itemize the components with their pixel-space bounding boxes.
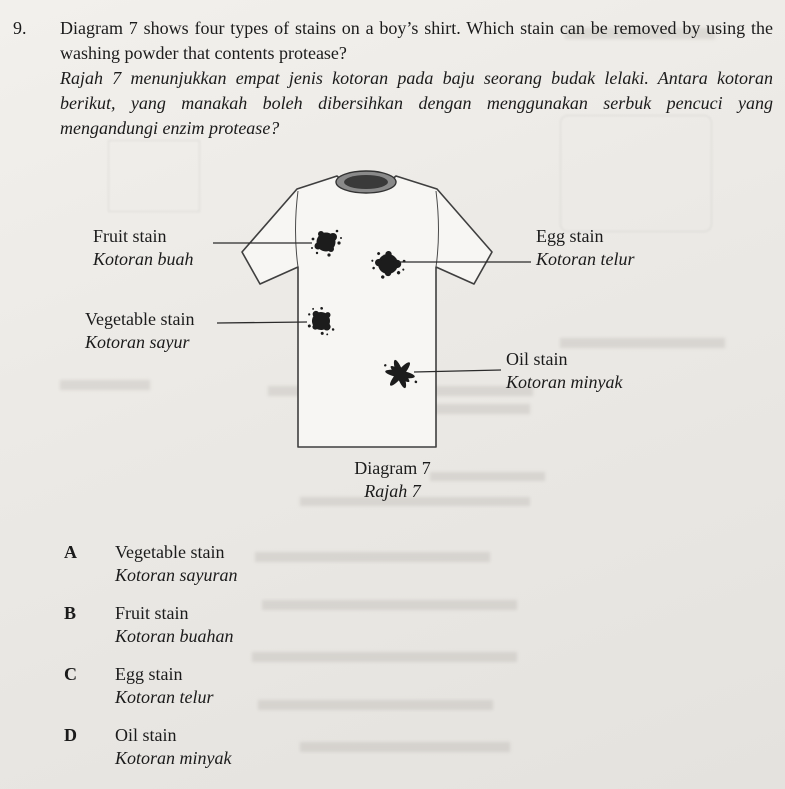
option-a-ms: Kotoran sayuran xyxy=(115,565,238,585)
option-d-en: Oil stain xyxy=(115,725,177,745)
option-c-ms: Kotoran telur xyxy=(115,687,214,707)
option-b-en: Fruit stain xyxy=(115,603,189,623)
label-oil-stain-en: Oil stain xyxy=(506,349,568,369)
option-c-text xyxy=(115,663,214,709)
option-a-en: Vegetable stain xyxy=(115,542,225,562)
label-egg-stain-ms: Kotoran telur xyxy=(536,249,635,269)
label-fruit-stain-ms: Kotoran buah xyxy=(93,249,194,269)
vegetable-leader-line xyxy=(217,322,307,323)
option-b-ms: Kotoran buahan xyxy=(115,626,234,646)
option-c-letter: C xyxy=(64,664,77,684)
option-a xyxy=(64,541,785,587)
question-text xyxy=(60,16,773,141)
diagram-caption-en: Diagram 7 xyxy=(354,458,431,478)
question-block xyxy=(0,0,785,141)
label-vegetable-stain-ms: Kotoran sayur xyxy=(85,332,190,352)
option-b-text xyxy=(115,602,234,648)
option-a-text xyxy=(115,541,238,587)
diagram-area xyxy=(0,163,785,455)
label-egg-stain xyxy=(536,225,635,271)
label-oil-stain xyxy=(506,348,623,394)
option-d-text xyxy=(115,724,232,770)
option-d xyxy=(64,724,785,770)
question-number: 9. xyxy=(13,18,27,38)
label-vegetable-stain xyxy=(85,308,194,354)
option-a-letter: A xyxy=(64,542,77,562)
label-egg-stain-en: Egg stain xyxy=(536,226,604,246)
label-oil-stain-ms: Kotoran minyak xyxy=(506,372,623,392)
collar-inner xyxy=(344,175,388,189)
label-fruit-stain-en: Fruit stain xyxy=(93,226,167,246)
options-list xyxy=(64,541,785,770)
diagram-caption-ms: Rajah 7 xyxy=(364,481,421,501)
option-c xyxy=(64,663,785,709)
tshirt-body xyxy=(242,176,492,447)
diagram-caption xyxy=(0,457,785,503)
option-d-letter: D xyxy=(64,725,77,745)
question-text-ms: Rajah 7 menunjukkan empat jenis kotoran pada baju seorang budak lelaki. Antara kotoran berikut, yang manakah boleh dibersihkan dengan menggunakan serbuk pencuci yang mengandungi enzim protease? xyxy=(60,68,773,138)
option-b-letter: B xyxy=(64,603,77,623)
label-vegetable-stain-en: Vegetable stain xyxy=(85,309,195,329)
label-fruit-stain xyxy=(93,225,194,271)
option-d-ms: Kotoran minyak xyxy=(115,748,232,768)
question-text-en: Diagram 7 shows four types of stains on a boy’s shirt. Which stain can be removed by using the washing powder that contents protease? xyxy=(60,18,773,63)
option-c-en: Egg stain xyxy=(115,664,183,684)
option-b xyxy=(64,602,785,648)
